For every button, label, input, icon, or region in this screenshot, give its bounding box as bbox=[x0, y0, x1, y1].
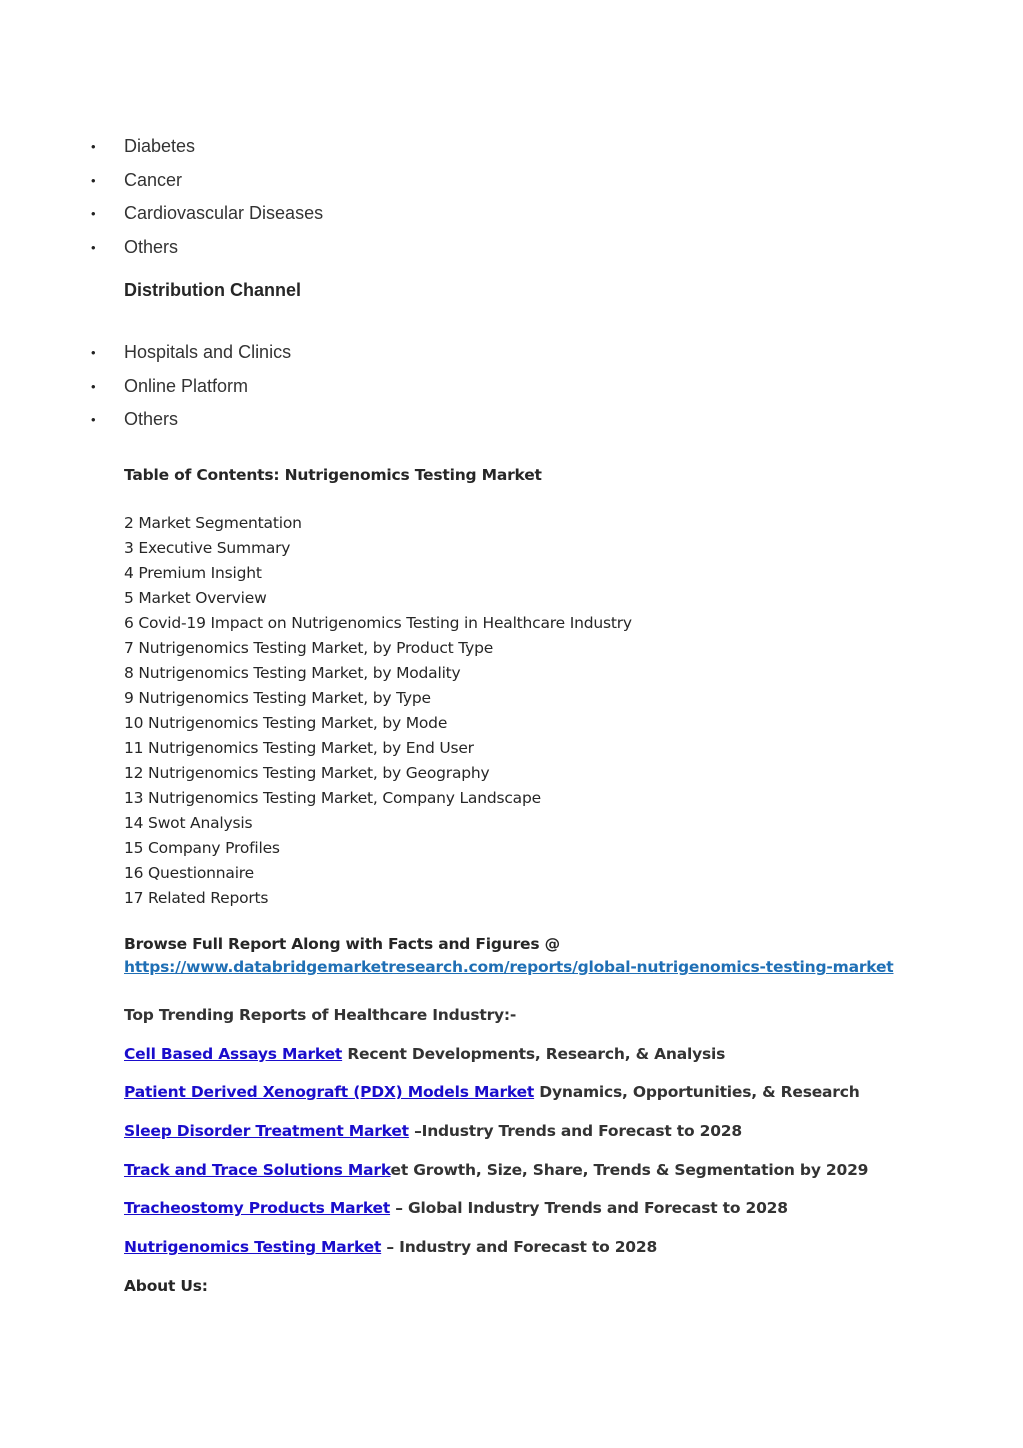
channel-label: Online Platform bbox=[124, 375, 249, 396]
full-report-link[interactable]: https://www.databridgemarketresearch.com/reports/global-nutrigenomics-testing-market bbox=[124, 958, 894, 976]
table-of-contents bbox=[124, 511, 632, 911]
trending-reports-heading: Top Trending Reports of Healthcare Industry:- bbox=[124, 1006, 517, 1024]
list-item bbox=[0, 231, 900, 265]
toc-heading: Table of Contents: Nutrigenomics Testing Market bbox=[124, 466, 542, 484]
channel-label: Others bbox=[124, 409, 179, 430]
toc-item: 16 Questionnaire bbox=[124, 864, 254, 882]
toc-item: 4 Premium Insight bbox=[124, 564, 262, 582]
condition-label: Others bbox=[124, 237, 179, 258]
report-link-pdx-models[interactable]: Patient Derived Xenograft (PDX) Models Market bbox=[124, 1083, 535, 1101]
report-link-sleep-disorder[interactable]: Sleep Disorder Treatment Market bbox=[124, 1122, 409, 1140]
toc-item: 8 Nutrigenomics Testing Market, by Modality bbox=[124, 664, 461, 682]
toc-item: 6 Covid-19 Impact on Nutrigenomics Testing in Healthcare Industry bbox=[124, 614, 632, 632]
list-item bbox=[0, 130, 900, 164]
trending-report-row bbox=[124, 1122, 742, 1140]
trending-report-row bbox=[124, 1238, 657, 1256]
list-item bbox=[0, 370, 900, 404]
bullet-icon: • bbox=[91, 172, 96, 188]
report-description: – Global Industry Trends and Forecast to 2028 bbox=[390, 1199, 788, 1217]
report-description: –Industry Trends and Forecast to 2028 bbox=[408, 1122, 742, 1140]
condition-label: Cardiovascular Diseases bbox=[124, 203, 324, 224]
report-description: Recent Developments, Research, & Analysis bbox=[342, 1045, 726, 1063]
toc-item: 2 Market Segmentation bbox=[124, 514, 302, 532]
bullet-icon: • bbox=[91, 206, 96, 222]
toc-item: 11 Nutrigenomics Testing Market, by End User bbox=[124, 739, 474, 757]
trending-report-row bbox=[124, 1161, 868, 1179]
toc-item: 9 Nutrigenomics Testing Market, by Type bbox=[124, 689, 431, 707]
list-item bbox=[0, 336, 900, 370]
condition-label: Diabetes bbox=[124, 136, 196, 156]
bullet-icon: • bbox=[91, 139, 96, 154]
report-link-cell-based-assays[interactable]: Cell Based Assays Market bbox=[124, 1045, 343, 1063]
channel-label: Hospitals and Clinics bbox=[124, 342, 292, 362]
list-item bbox=[0, 164, 900, 198]
report-link-track-and-trace[interactable]: Track and Trace Solutions Mark bbox=[124, 1161, 391, 1179]
trending-report-row bbox=[124, 1045, 725, 1063]
toc-item: 13 Nutrigenomics Testing Market, Company Landscape bbox=[124, 789, 541, 807]
bullet-icon: • bbox=[91, 378, 96, 394]
bullet-icon: • bbox=[91, 345, 96, 360]
condition-list bbox=[0, 130, 900, 265]
report-link-nutrigenomics[interactable]: Nutrigenomics Testing Market bbox=[124, 1238, 382, 1256]
report-description: Dynamics, Opportunities, & Research bbox=[534, 1083, 860, 1101]
report-link-tracheostomy[interactable]: Tracheostomy Products Market bbox=[124, 1199, 391, 1217]
toc-item: 10 Nutrigenomics Testing Market, by Mode bbox=[124, 714, 448, 732]
toc-item: 5 Market Overview bbox=[124, 589, 267, 607]
distribution-channel-list bbox=[0, 336, 900, 437]
report-description: et Growth, Size, Share, Trends & Segmentation by 2029 bbox=[390, 1161, 869, 1179]
toc-item: 17 Related Reports bbox=[124, 889, 269, 907]
trending-report-row bbox=[124, 1199, 788, 1217]
bullet-icon: • bbox=[91, 240, 96, 256]
toc-item: 12 Nutrigenomics Testing Market, by Geography bbox=[124, 764, 490, 782]
toc-item: 14 Swot Analysis bbox=[124, 814, 253, 832]
report-description: – Industry and Forecast to 2028 bbox=[381, 1238, 658, 1256]
list-item bbox=[0, 403, 900, 437]
condition-label: Cancer bbox=[124, 169, 183, 190]
trending-report-row bbox=[124, 1083, 860, 1101]
toc-item: 7 Nutrigenomics Testing Market, by Product Type bbox=[124, 639, 494, 657]
toc-item: 15 Company Profiles bbox=[124, 839, 280, 857]
bullet-icon: • bbox=[91, 412, 96, 428]
about-us-heading: About Us: bbox=[124, 1277, 208, 1295]
browse-report-label: Browse Full Report Along with Facts and Figures @ bbox=[124, 935, 560, 953]
distribution-channel-heading: Distribution Channel bbox=[124, 280, 301, 300]
list-item bbox=[0, 197, 900, 231]
toc-item: 3 Executive Summary bbox=[124, 539, 291, 557]
